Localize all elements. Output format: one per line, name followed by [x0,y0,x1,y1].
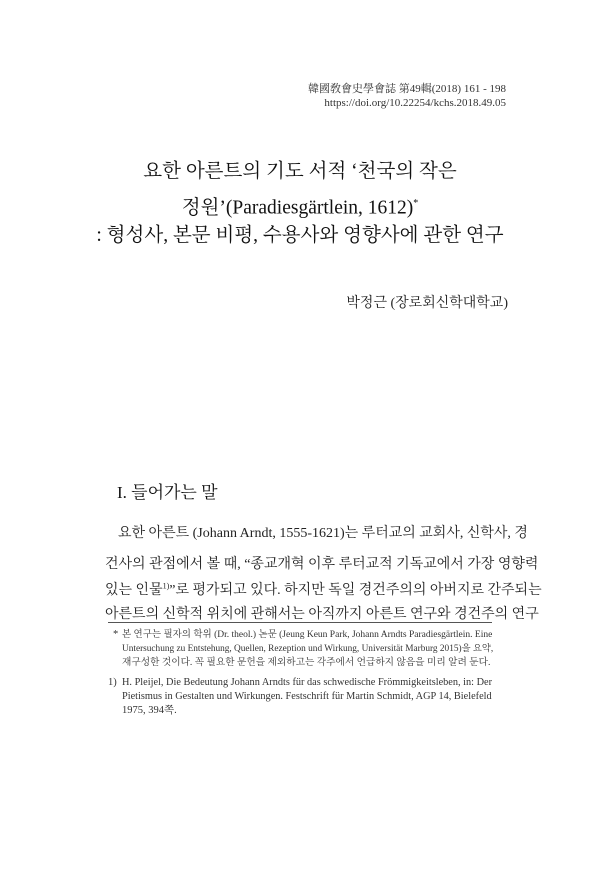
footnote-star-line-2: Untersuchung zu Entstehung, Quellen, Rezeption und Wirkung, Universität Marburg 2015)을 요약, [122,644,494,654]
footnote-star-line-1: 본 연구는 필자의 학위 (Dr. theol.) 논문 (Jeung Keun Park, Johann Arndts Paradiesgärtlein. Eine [122,630,493,640]
body-line-3 [105,579,542,599]
title-footnote-mark[interactable]: * [413,198,419,209]
footnote-1-line-2: Pietismus in Gestalten und Wirkungen. Festschrift für Martin Schmidt, AGP 14, Bielefeld [122,691,492,702]
body-line-1-text: 요한 아른트 (Johann Arndt, 1555-1621)는 루터교의 교회사, 신학사, 경 [118,526,528,541]
footnote-star-line-3: 재구성한 것이다. 꼭 필요한 문헌을 제외하고는 각주에서 언급하지 않음을 미리 알려 둔다. [122,657,491,668]
body-line-4: 아른트의 신학적 위치에 관해서는 아직까지 아른트 연구와 경건주의 연구 [105,607,539,622]
body-line-2: 건사의 관점에서 볼 때, “종교개혁 이후 루터교적 기독교에서 가장 영향력 [105,557,539,572]
footnote-1-line-1: H. Pleijel, Die Bedeutung Johann Arndts für das schwedische Frömmigkeitsleben, in: Der [122,677,493,688]
body-line-3-text: 있는 인물 [105,583,163,598]
footnote-divider [108,622,492,623]
body-line-3-rest: ”로 평가되고 있다. 하지만 독일 경건주의의 아버지로 간주되는 [169,583,542,598]
author: 박정근 (장로회신학대학교) [346,296,508,311]
body-line-1 [118,522,528,542]
title-line-3: : 형성사, 본문 비평, 수용사와 영향사에 관한 연구 [96,225,504,246]
doi-link[interactable]: https://doi.org/10.22254/kchs.2018.49.05 [324,97,506,109]
footnote-star-mark: * [113,629,119,640]
title-line-2-text: 정원’(Paradiesgärtlein, 1612) [181,197,414,219]
journal-header: 韓國敎會史學會誌 第49輯(2018) 161 - 198 [308,83,506,95]
footnote-ref-1[interactable]: 1) [162,581,170,591]
footnote-1-mark: 1) [108,677,117,688]
footnote-1-line-3: 1975, 394쪽. [122,705,177,716]
section-heading: I. 들어가는 말 [117,483,218,502]
title-line-1: 요한 아른트의 기도 서적 ‘천국의 작은 [143,161,457,182]
